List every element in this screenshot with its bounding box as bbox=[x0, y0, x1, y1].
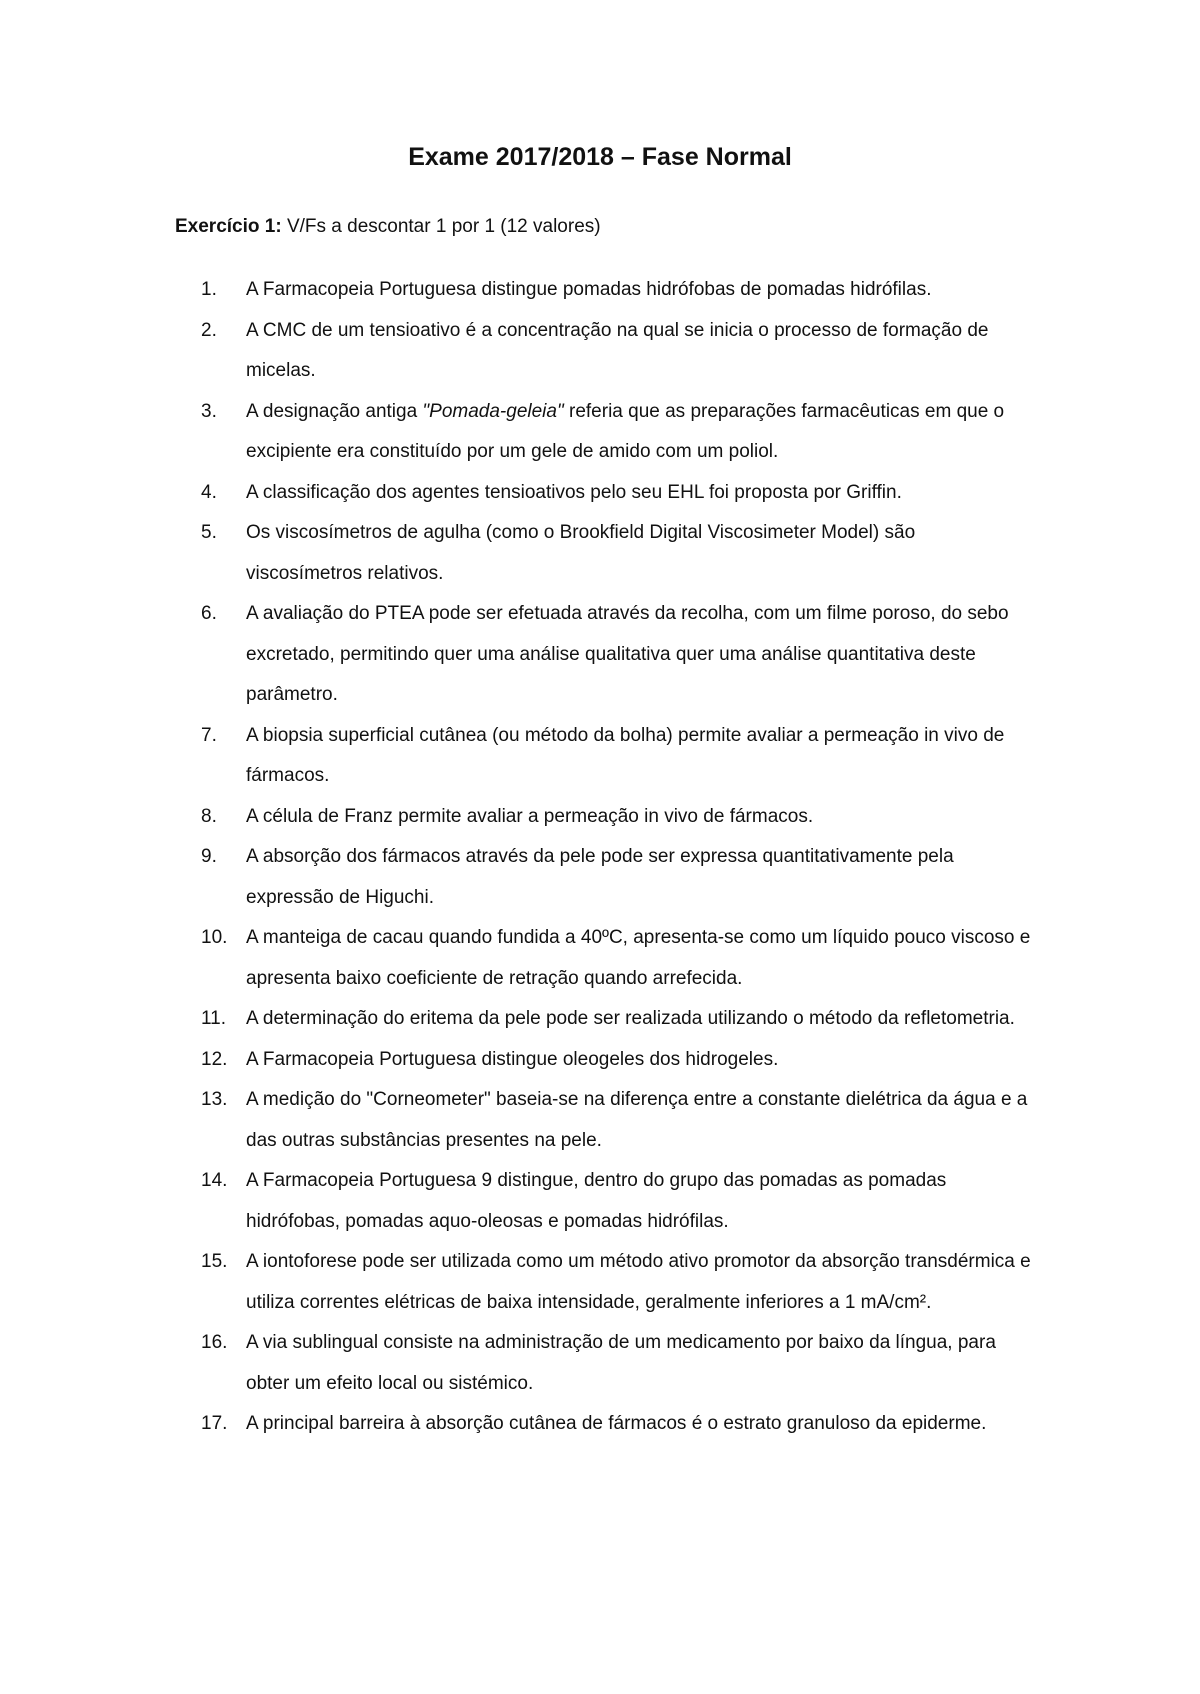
question-text: A absorção dos fármacos através da pele pode ser expressa quantitativamente pela expressão de Higuchi. bbox=[246, 846, 954, 908]
question-item-2 bbox=[0, 311, 1200, 392]
question-text: A Farmacopeia Portuguesa 9 distingue, dentro do grupo das pomadas as pomadas hidrófobas, pomadas aquo-oleosas e pomadas hidrófilas. bbox=[246, 1170, 947, 1232]
question-number: 3. bbox=[201, 400, 217, 422]
question-number: 12. bbox=[201, 1048, 228, 1070]
question-text: Os viscosímetros de agulha (como o Brookfield Digital Viscosimeter Model) são viscosímetros relativos. bbox=[246, 522, 916, 584]
question-text: A Farmacopeia Portuguesa distingue pomadas hidrófobas de pomadas hidrófilas. bbox=[246, 279, 932, 300]
question-text-part: A designação antiga bbox=[246, 400, 423, 422]
question-item-13 bbox=[0, 1080, 1200, 1161]
question-text: A medição do "Corneometer" baseia-se na diferença entre a constante dielétrica da água e a das outras substâncias presentes na pele. bbox=[246, 1089, 1028, 1151]
question-text: A célula de Franz permite avaliar a permeação in vivo de fármacos. bbox=[246, 805, 814, 827]
question-number: 11. bbox=[201, 1008, 227, 1029]
question-number: 13. bbox=[201, 1089, 228, 1110]
question-number: 1. bbox=[201, 279, 217, 300]
question-item-1 bbox=[0, 270, 1200, 311]
question-number: 10. bbox=[201, 927, 228, 948]
question-text-part: referia que as preparações farmacêuticas em que o excipiente era constituído por um gele de amido com um poliol. bbox=[246, 400, 1005, 462]
document-title: Exame 2017/2018 – Fase Normal bbox=[408, 143, 792, 171]
exercise-heading bbox=[175, 216, 601, 238]
question-text: A classificação dos agentes tensioativos pelo seu EHL foi proposta por Griffin. bbox=[246, 481, 902, 503]
question-number: 14. bbox=[201, 1170, 228, 1191]
exercise-label: Exercício 1: bbox=[175, 216, 282, 237]
question-number: 16. bbox=[201, 1332, 228, 1353]
question-number: 2. bbox=[201, 319, 217, 341]
question-item-6 bbox=[0, 594, 1200, 716]
question-item-3 bbox=[0, 392, 1200, 473]
question-text: A determinação do eritema da pele pode ser realizada utilizando o método da refletometria. bbox=[246, 1008, 1015, 1029]
question-item-4 bbox=[0, 473, 1200, 514]
question-item-7 bbox=[0, 716, 1200, 797]
question-text: A avaliação do PTEA pode ser efetuada através da recolha, com um filme poroso, do sebo excretado, permitindo quer uma análise qualitativa quer uma análise quantitativa deste parâmetro. bbox=[246, 603, 1009, 705]
question-item-15 bbox=[0, 1242, 1200, 1323]
question-number: 8. bbox=[201, 805, 217, 827]
question-text: A via sublingual consiste na administração de um medicamento por baixo da língua, para obter um efeito local ou sistémico. bbox=[246, 1332, 996, 1394]
question-list bbox=[0, 270, 1200, 1445]
question-text: A CMC de um tensioativo é a concentração na qual se inicia o processo de formação de micelas. bbox=[246, 319, 989, 381]
question-text: A biopsia superficial cutânea (ou método da bolha) permite avaliar a permeação in vivo de fármacos. bbox=[246, 724, 1005, 786]
question-item-8 bbox=[0, 797, 1200, 838]
question-item-9 bbox=[0, 837, 1200, 918]
question-number: 6. bbox=[201, 603, 217, 624]
question-number: 9. bbox=[201, 846, 217, 867]
question-number: 5. bbox=[201, 522, 217, 543]
question-item-14 bbox=[0, 1161, 1200, 1242]
question-number: 7. bbox=[201, 724, 217, 746]
question-number: 17. bbox=[201, 1413, 228, 1434]
question-item-10 bbox=[0, 918, 1200, 999]
exercise-description: V/Fs a descontar 1 por 1 (12 valores) bbox=[281, 216, 601, 237]
question-item-5 bbox=[0, 513, 1200, 594]
question-item-12 bbox=[0, 1040, 1200, 1081]
question-item-16 bbox=[0, 1323, 1200, 1404]
question-number: 15. bbox=[201, 1251, 228, 1272]
question-text: A principal barreira à absorção cutânea de fármacos é o estrato granuloso da epiderme. bbox=[246, 1413, 987, 1434]
question-text-italic: "Pomada-geleia" bbox=[422, 400, 564, 422]
question-item-17 bbox=[0, 1404, 1200, 1445]
question-item-11 bbox=[0, 999, 1200, 1040]
question-number: 4. bbox=[201, 481, 217, 503]
question-text: A Farmacopeia Portuguesa distingue oleogeles dos hidrogeles. bbox=[246, 1048, 779, 1070]
question-text: A manteiga de cacau quando fundida a 40ºC, apresenta-se como um líquido pouco viscoso e apresenta baixo coeficiente de retração quando arrefecida. bbox=[246, 927, 1031, 989]
question-text: A iontoforese pode ser utilizada como um método ativo promotor da absorção transdérmica e utiliza correntes elétricas de baixa intensidade, geralmente inferiores a 1 mA/cm². bbox=[246, 1251, 1031, 1313]
question-text bbox=[246, 392, 1036, 473]
